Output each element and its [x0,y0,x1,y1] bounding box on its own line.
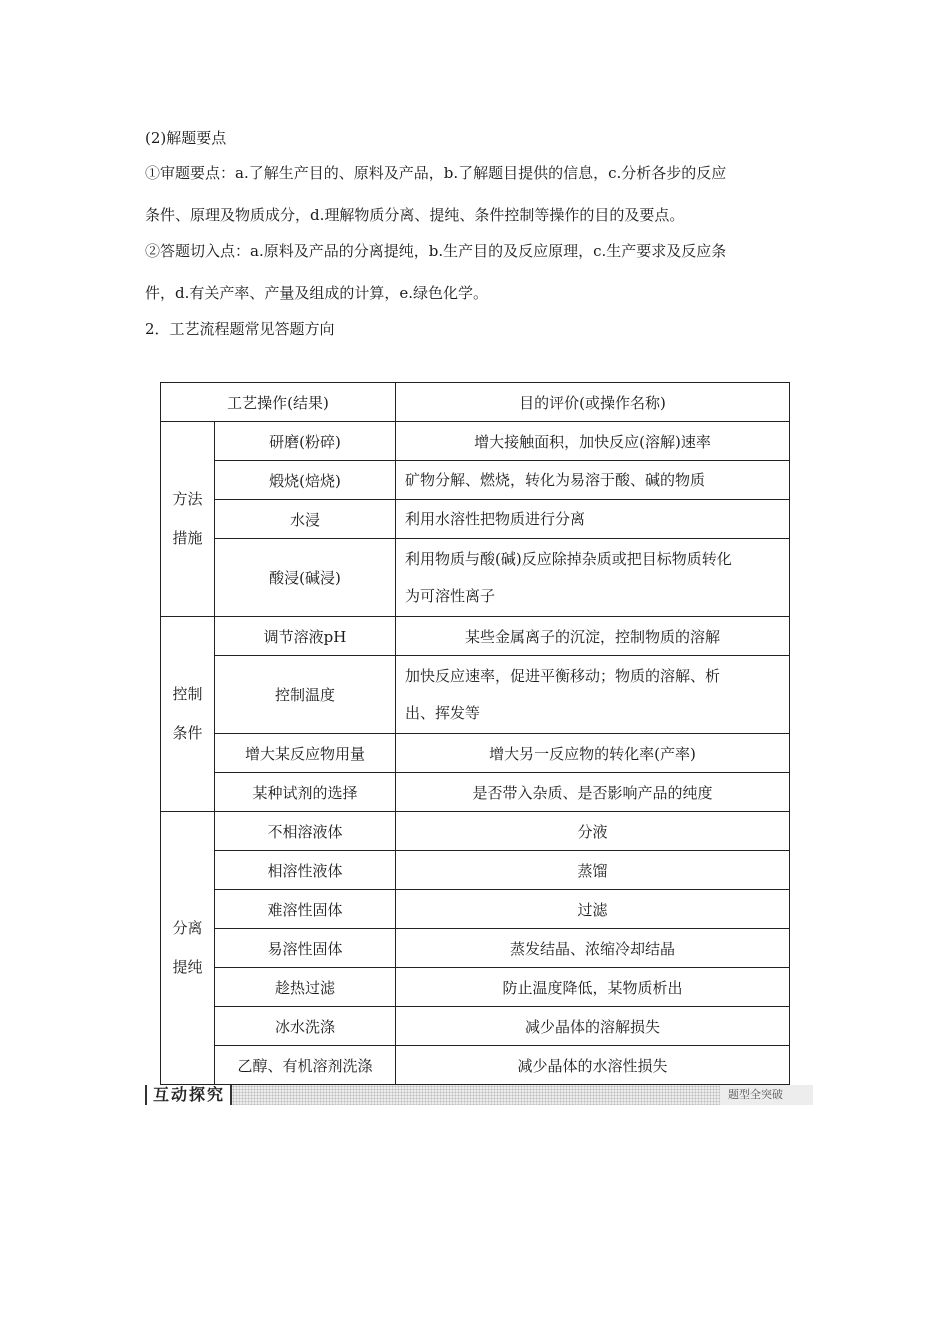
table-row [161,851,790,890]
purpose-cell: 减少晶体的溶解损失 [396,1007,790,1046]
op-cell: 酸浸(碱浸) [215,539,396,617]
purpose-line1: 利用物质与酸(碱)反应除掉杂质或把目标物质转化 [405,549,732,568]
purpose-cell: 过滤 [396,890,790,929]
table-row [161,1007,790,1046]
purpose-cell: 减少晶体的水溶性损失 [396,1046,790,1085]
table-row [161,734,790,773]
category-label-line1: 方法 [172,490,203,508]
table-row [161,890,790,929]
category-label-line2: 条件 [172,724,203,742]
table-row [161,539,790,617]
purpose-line1: 加快反应速率，促进平衡移动；物质的溶解、析 [405,666,721,685]
purpose-line2: 出、挥发等 [405,703,481,722]
op-cell: 乙醇、有机溶剂洗涤 [215,1046,396,1085]
op-cell: 调节溶液pH [215,617,396,656]
purpose-cell: 蒸发结晶、浓缩冷却结晶 [396,929,790,968]
op-cell: 煅烧(焙烧) [215,461,396,500]
table-row [161,461,790,500]
purpose-line2: 为可溶性离子 [405,586,496,605]
purpose-cell: 蒸馏 [396,851,790,890]
purpose-cell: 增大接触面积，加快反应(溶解)速率 [396,422,790,461]
purpose-cell: 是否带入杂质、是否影响产品的纯度 [396,773,790,812]
process-table [160,382,790,1085]
table-row [161,422,790,461]
category-cell-separation [161,812,215,1085]
op-cell: 增大某反应物用量 [215,734,396,773]
section-heading-key-points: (2)解题要点 [145,129,227,147]
category-label-line2: 提纯 [172,958,203,976]
op-cell: 研磨(粉碎) [215,422,396,461]
op-cell: 相溶性液体 [215,851,396,890]
op-cell: 冰水洗涤 [215,1007,396,1046]
purpose-cell: 分液 [396,812,790,851]
purpose-cell: 矿物分解、燃烧，转化为易溶于酸、碱的物质 [396,461,790,500]
purpose-cell: 增大另一反应物的转化率(产率) [396,734,790,773]
table-row [161,500,790,539]
table-row [161,773,790,812]
purpose-cell: 利用水溶性把物质进行分离 [396,500,790,539]
table-row [161,812,790,851]
paragraph-review-points-line2: 条件、原理及物质成分，d.理解物质分离、提纯、条件控制等操作的目的及要点。 [145,206,685,224]
op-cell: 某种试剂的选择 [215,773,396,812]
paragraph-review-points-line1: ①审题要点：a.了解生产目的、原料及产品，b.了解题目提供的信息，c.分析各步的反应 [145,164,727,182]
table-row [161,1046,790,1085]
category-label-line2: 措施 [172,529,203,547]
section-heading-answer-directions: 2．工艺流程题常见答题方向 [145,320,335,338]
purpose-cell [396,539,790,617]
table-row [161,929,790,968]
paragraph-answer-points-line1: ②答题切入点：a.原料及产品的分离提纯，b.生产目的及反应原理，c.生产要求及反应条 [145,242,727,260]
table-header-row [161,383,790,422]
op-cell: 水浸 [215,500,396,539]
banner-subtitle: 题型全突破 [720,1085,813,1105]
purpose-cell: 防止温度降低，某物质析出 [396,968,790,1007]
category-cell-methods [161,422,215,617]
category-label-line1: 控制 [172,685,203,703]
op-cell: 难溶性固体 [215,890,396,929]
purpose-cell [396,656,790,734]
banner-title: 互动探究 [145,1085,232,1105]
category-cell-conditions [161,617,215,812]
op-cell: 趁热过滤 [215,968,396,1007]
table-row [161,617,790,656]
section-banner [145,1085,813,1105]
purpose-cell: 某些金属离子的沉淀，控制物质的溶解 [396,617,790,656]
table-row [161,656,790,734]
op-cell: 控制温度 [215,656,396,734]
paragraph-answer-points-line2: 件，d.有关产率、产量及组成的计算，e.绿色化学。 [145,284,489,302]
table-row [161,968,790,1007]
op-cell: 易溶性固体 [215,929,396,968]
header-op: 工艺操作(结果) [161,383,396,422]
header-purpose: 目的评价(或操作名称) [396,383,790,422]
op-cell: 不相溶液体 [215,812,396,851]
category-label-line1: 分离 [172,919,203,937]
